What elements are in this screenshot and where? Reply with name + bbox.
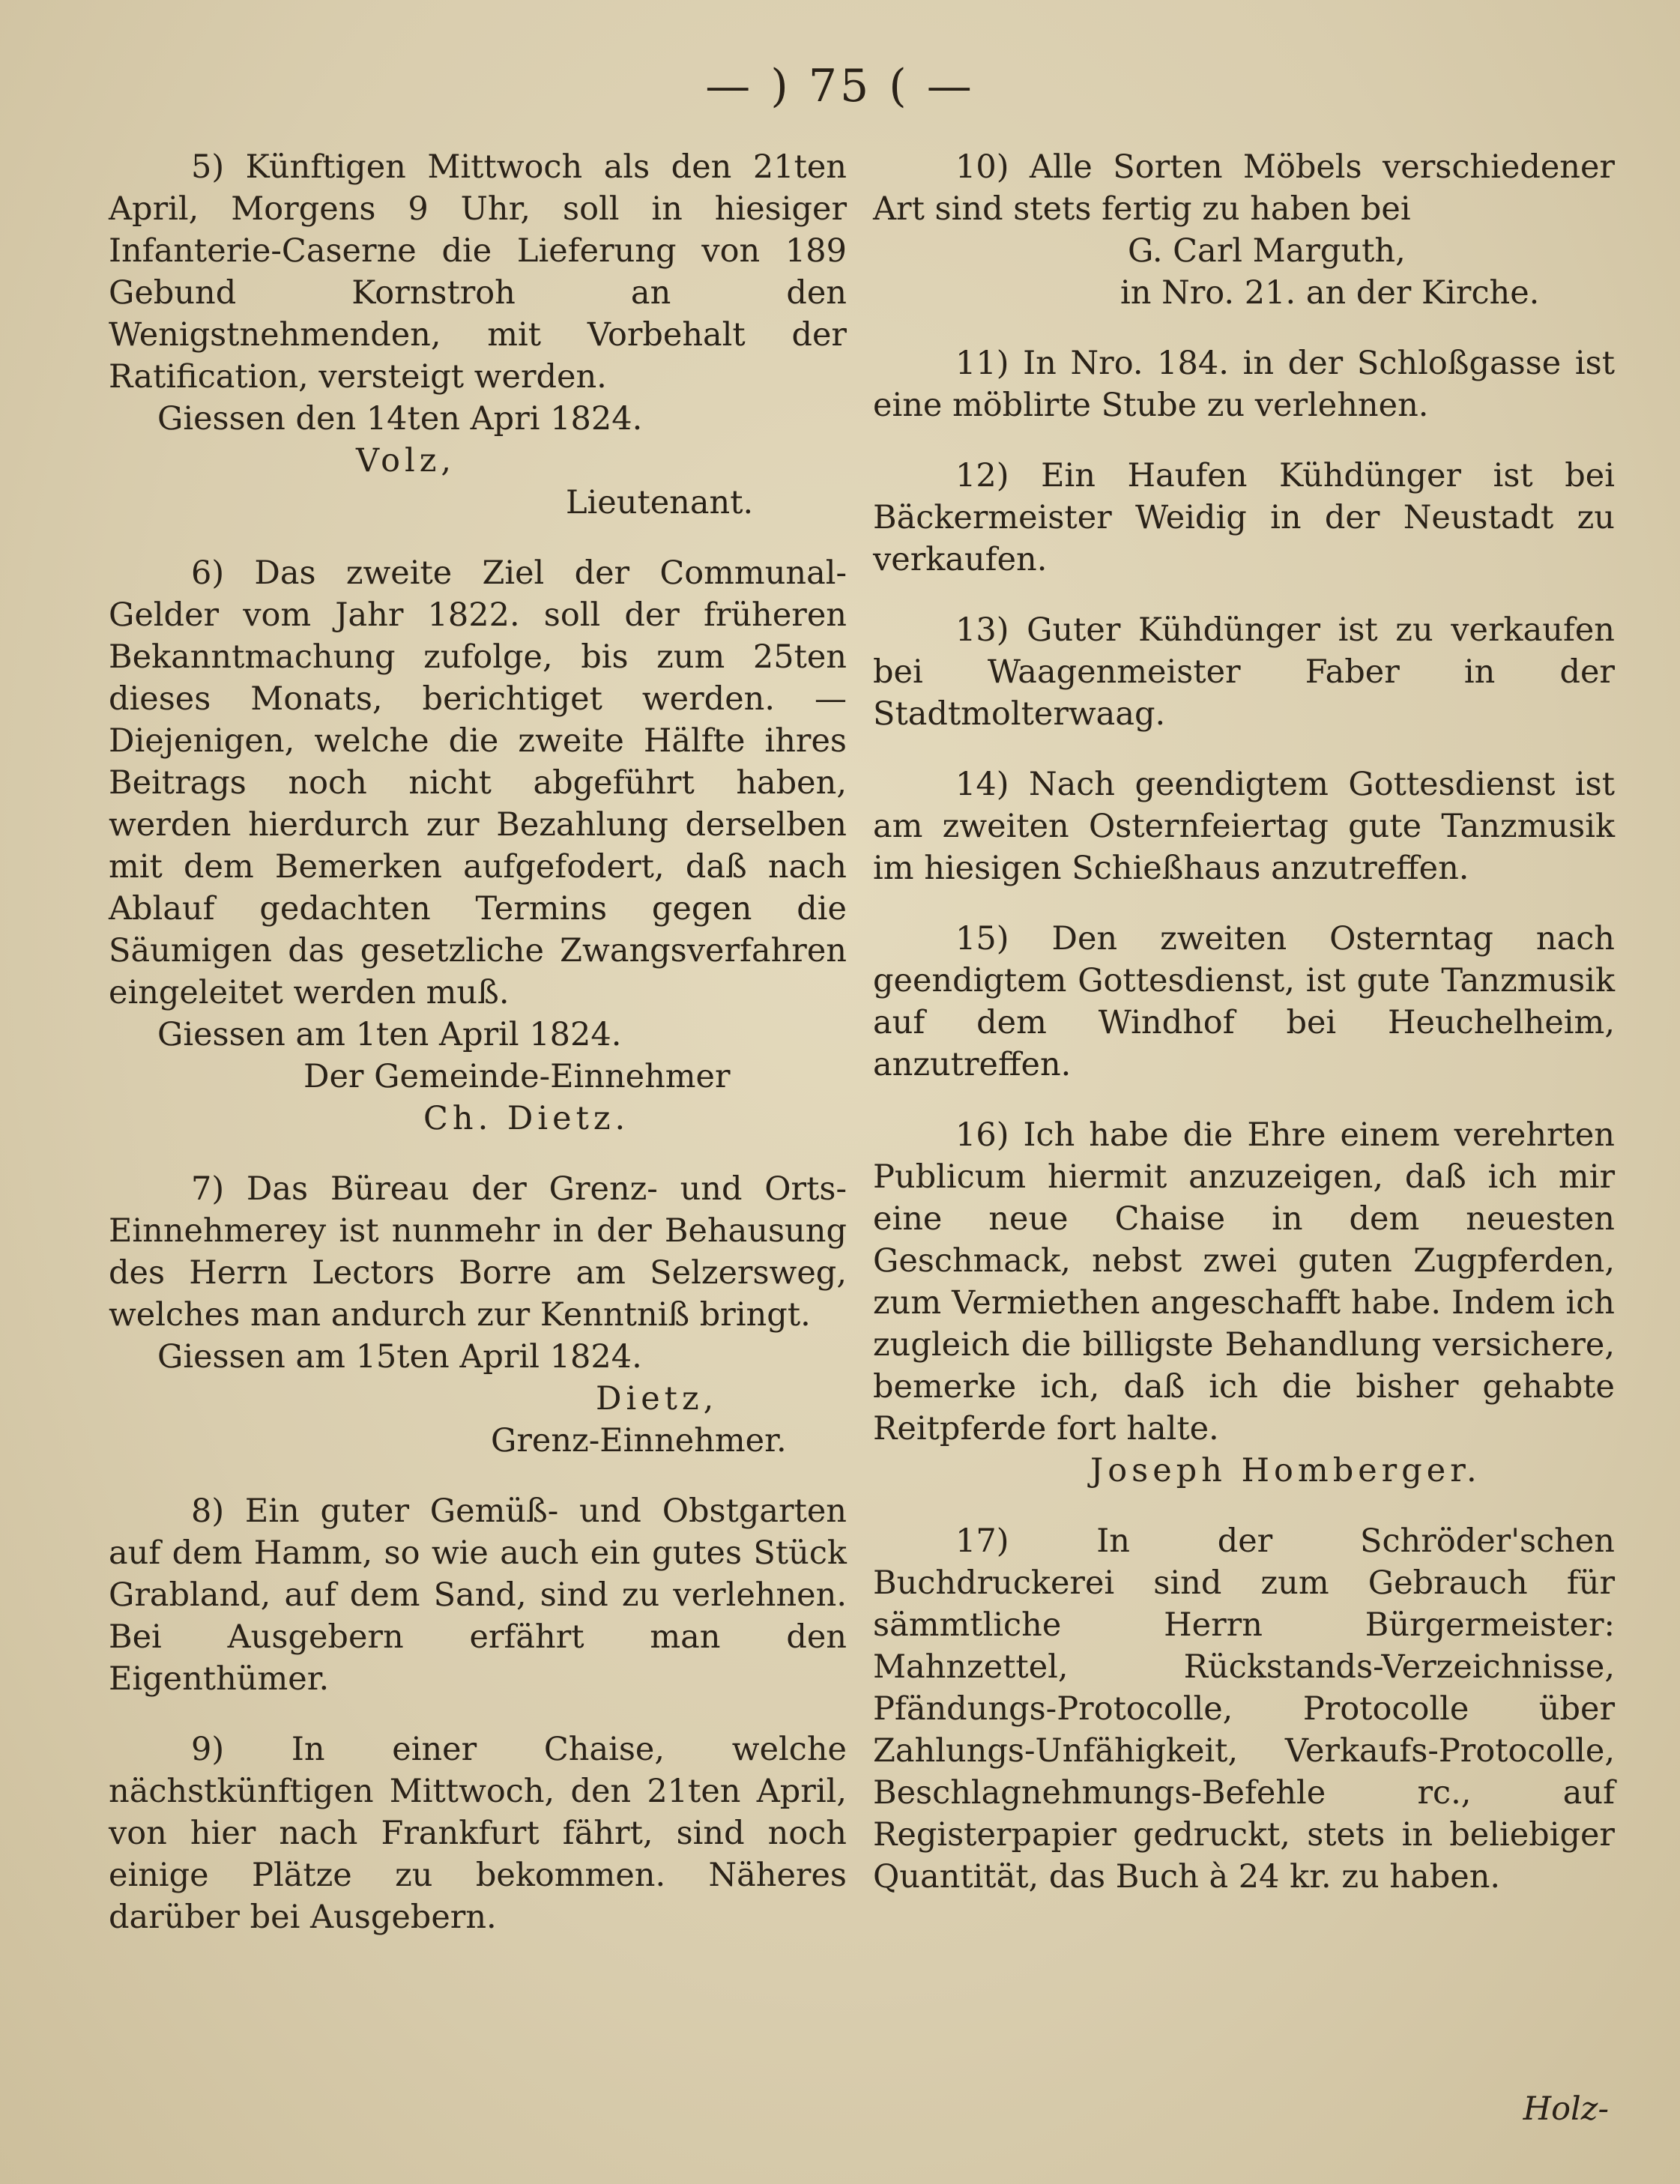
notice-signature-title: Lieutenant. — [566, 484, 754, 521]
catchword: Holz- — [1523, 2090, 1609, 2128]
notice-6 — [109, 552, 847, 1140]
notice-text: 12) Ein Haufen Kühdünger ist bei Bäckermeister Weidig in der Neustadt zu verkaufen. — [873, 457, 1615, 578]
notice-text: 8) Ein guter Gemüß- und Obstgarten auf dem Hamm, so wie auch ein gutes Stück Grabland, auf dem Sand, sind zu verlehnen. Bei Ausgebern erfährt man den Eigenthümer. — [109, 1492, 847, 1698]
notice-17 — [873, 1520, 1615, 1898]
notice-7 — [109, 1168, 847, 1462]
notice-13 — [873, 609, 1615, 735]
notice-date: Giessen am 15ten April 1824. — [157, 1338, 642, 1376]
notice-text: 6) Das zweite Ziel der Communal-Gelder vom Jahr 1822. soll der früheren Bekanntmachung zufolge, bis zum 25ten dieses Monats, berichtiget werden. — Diejenigen, welche die zweite Hälfte ihres Beitrags noch nicht abgeführt haben, werden hierdurch zur Bezahlung derselben mit dem Bemerken aufgefodert, daß nach Ablauf gedachten Termins gegen die Säumigen das gesetzliche Zwangsverfahren eingeleitet werden muß. — [109, 554, 847, 1011]
notice-10 — [873, 146, 1615, 314]
notice-12 — [873, 455, 1615, 581]
notice-signature-name: Joseph Homberger. — [1090, 1452, 1481, 1489]
notice-8 — [109, 1490, 847, 1700]
notice-date: Giessen am 1ten April 1824. — [157, 1016, 622, 1053]
notice-14 — [873, 763, 1615, 889]
notice-16 — [873, 1114, 1615, 1492]
notice-text: 17) In der Schröder'schen Buchdruckerei sind zum Gebrauch für sämmtliche Herrn Bürgermeister: Mahnzettel, Rückstands-Verzeichnisse, Pfändungs-Protocolle, Protocolle über Zahlungs-Unfähigkeit, Verkaufs-Protocolle, Beschlagnehmungs-Befehle rc., auf Registerpapier gedruckt, stets in beliebiger Quantität, das Buch à 24 kr. zu haben. — [873, 1522, 1615, 1896]
notice-signature-title: Der Gemeinde-Einnehmer — [303, 1058, 731, 1095]
notice-text: 9) In einer Chaise, welche nächstkünftigen Mittwoch, den 21ten April, von hier nach Frankfurt fährt, sind noch einige Plätze zu bekommen. Näheres darüber bei Ausgebern. — [109, 1731, 847, 1936]
notice-date: Giessen den 14ten Apri 1824. — [157, 400, 643, 438]
notice-signature-name: Ch. Dietz. — [423, 1100, 630, 1137]
notice-5 — [109, 146, 847, 524]
notice-15 — [873, 918, 1615, 1086]
notice-text: 16) Ich habe die Ehre einem verehrten Publicum hiermit anzuzeigen, daß ich mir eine neue Chaise in dem neuesten Geschmack, nebst zwei guten Zugpferden, zum Vermiethen angeschafft habe. Indem ich zugleich die billigste Behandlung versichere, bemerke ich, daß ich die bisher gehabte Reitpferde fort halte. — [873, 1116, 1615, 1448]
notice-signature-title: Grenz-Einnehmer. — [491, 1422, 787, 1459]
left-column — [109, 146, 847, 1967]
notice-signature-name: Dietz, — [596, 1380, 719, 1418]
notice-text: 14) Nach geendigtem Gottesdienst ist am zweiten Osternfeiertag gute Tanzmusik im hiesigen Schießhaus anzutreffen. — [873, 766, 1615, 887]
notice-text: 5) Künftigen Mittwoch als den 21ten April, Morgens 9 Uhr, soll in hiesiger Infanterie-Caserne die Lieferung von 189 Gebund Kornstroh an den Wenigstnehmenden, mit Vorbehalt der Ratification, versteigt werden. — [109, 148, 847, 396]
notice-11 — [873, 342, 1615, 426]
notice-text: 10) Alle Sorten Möbels verschiedener Art sind stets fertig zu haben bei — [873, 148, 1615, 228]
notice-9 — [109, 1728, 847, 1938]
notice-address-name: G. Carl Marguth, — [1128, 232, 1406, 270]
notice-signature-name: Volz, — [356, 442, 456, 480]
right-column — [873, 146, 1615, 1926]
notice-text: 11) In Nro. 184. in der Schloßgasse ist eine möblirte Stube zu verlehnen. — [873, 345, 1615, 424]
page-number: — ) 75 ( — — [705, 60, 975, 112]
notice-address: in Nro. 21. an der Kirche. — [1120, 274, 1540, 312]
notice-text: 13) Guter Kühdünger ist zu verkaufen bei Waagenmeister Faber in der Stadtmolterwaag. — [873, 611, 1615, 733]
notice-text: 15) Den zweiten Osterntag nach geendigtem Gottesdienst, ist gute Tanzmusik auf dem Windhof bei Heuchelheim, anzutreffen. — [873, 920, 1615, 1083]
notice-text: 7) Das Büreau der Grenz- und Orts-Einnehmerey ist nunmehr in der Behausung des Herrn Lectors Borre am Selzersweg, welches man andurch zur Kenntniß bringt. — [109, 1170, 847, 1334]
